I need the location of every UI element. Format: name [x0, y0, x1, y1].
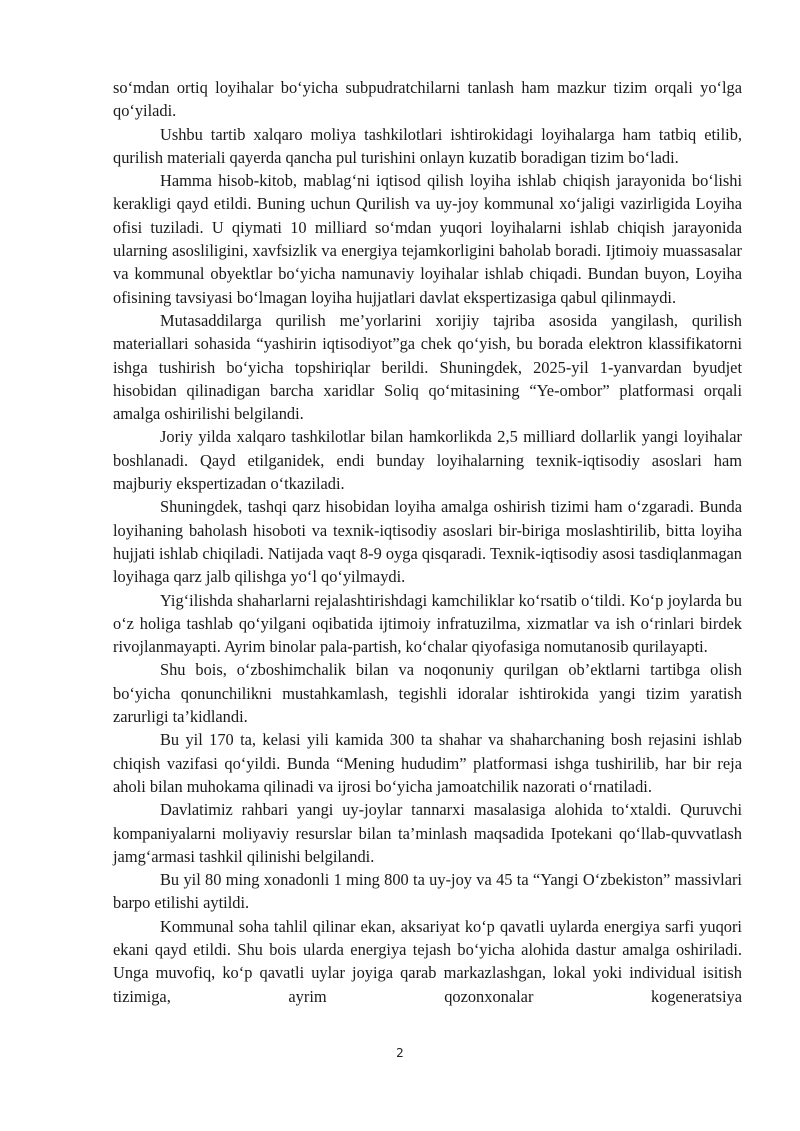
- paragraph-2: Ushbu tartib xalqaro moliya tashkilotlari ishtirokidagi loyihalarga ham tatbiq etilib, qurilish materiali qayerda qancha pul turishini onlayn kuzatib boradigan tizim bo‘ladi.: [113, 124, 742, 167]
- paragraph-8: Shu bois, o‘zboshimchalik bilan va noqonuniy qurilgan ob’ektlarni tartibga olish bo‘yicha qonunchilikni mustahkamlash, tegishli idoralar ishtirokida yangi tizim yaratish zarurligi ta’kidlandi.: [113, 660, 742, 727]
- paragraph-7: Yig‘ilishda shaharlarni rejalashtirishdagi kamchiliklar ko‘rsatib o‘tildi. Ko‘p joylarda bu o‘z holiga tashlab qo‘yilgani oqibatida ijtimoiy infratuzilma, xizmatlar va ish o‘rinlari birdek rivojlanmayapti. Ayrim binolar pala-partish, ko‘chalar qiyofasiga nomutanosib qurilayapti.: [113, 590, 742, 657]
- paragraph-12: Kommunal soha tahlil qilinar ekan, aksariyat ko‘p qavatli uylarda energiya sarfi yuqori ekani qayd etildi. Shu bois ularda energiya tejash bo‘yicha alohida dastur amalga oshiriladi. Unga muvofiq, ko‘p qavatli uylar joyiga qarab markazlashgan, lokal yoki individual isitish tizimiga, ayrim qozonxonalar kogeneratsiya: [113, 916, 742, 1006]
- paragraph-6: Shuningdek, tashqi qarz hisobidan loyiha amalga oshirish tizimi ham o‘zgaradi. Bunda loyihaning baholash hisoboti va texnik-iqtisodiy asoslari bir-biriga moslashtirilib, bitta loyiha hujjati ishlab chiqiladi. Natijada vaqt 8-9 oyga qisqaradi. Texnik-iqtisodiy asosi tasdiqlanmagan loyihaga qarz jalb qilishga yo‘l qo‘yilmaydi.: [113, 497, 742, 587]
- paragraph-9: Bu yil 170 ta, kelasi yili kamida 300 ta shahar va shaharchaning bosh rejasini ishlab chiqish vazifasi qo‘yildi. Bunda “Mening hududim” platformasi ishga tushirilib, har bir reja aholi bilan muhokama qilinadi va ijrosi bo‘yicha jamoatchilik nazorati o‘rnatiladi.: [113, 730, 742, 796]
- paragraph-1: so‘mdan ortiq loyihalar bo‘yicha subpudratchilarni tanlash ham mazkur tizim orqali yo‘lga qo‘yiladi.: [113, 78, 742, 121]
- paragraph-4: Mutasaddilarga qurilish me’yorlarini xorijiy tajriba asosida yangilash, qurilish materiallari sohasida “yashirin iqtisodiyot”ga chek qo‘yish, bu borada elektron klassifikatorni ishga tushirish bo‘yicha topshiriqlar berildi. Shuningdek, 2025-yil 1-yanvardan byudjet hisobidan qilinadigan barcha xaridlar Soliq qo‘mitasining “Ye-ombor” platformasi orqali amalga oshirilishi belgilandi.: [113, 310, 742, 424]
- paragraph-10: Davlatimiz rahbari yangi uy-joylar tannarxi masalasiga alohida to‘xtaldi. Quruvchi kompaniyalarni moliyaviy resurslar bilan ta’minlash maqsadida Ipotekani qo‘llab-quvvatlash jamg‘armasi tashkil qilinishi belgilandi.: [113, 800, 742, 866]
- paragraph-5: Joriy yilda xalqaro tashkilotlar bilan hamkorlikda 2,5 milliard dollarlik yangi loyihalar boshlanadi. Qayd etilganidek, endi bunday loyihalarning texnik-iqtisodiy asoslari ham majburiy ekspertizadan o‘tkaziladi.: [113, 427, 742, 494]
- document-body: [113, 76, 742, 1008]
- paragraph-3: Hamma hisob-kitob, mablag‘ni iqtisod qilish loyiha ishlab chiqish jarayonida bo‘lishi kerakligi qayd etildi. Buning uchun Qurilish va uy-joy kommunal xo‘jaligi vazirligida Loyiha ofisi tuziladi. U qiymati 10 milliard so‘mdan yuqori loyihalarni ishlab chiqish jarayonida ularning asosliligini, xavfsizlik va energiya tejamkorligini baholab boradi. Ijtimoiy muassasalar va kommunal obyektlar bo‘yicha namunaviy loyihalar ishlab chiqadi. Bundan buyon, Loyiha ofisining tavsiyasi bo‘lmagan loyiha hujjatlari davlat ekspertizasiga qabul qilinmaydi.: [113, 171, 742, 307]
- paragraph-11: Bu yil 80 ming xonadonli 1 ming 800 ta uy-joy va 45 ta “Yangi O‘zbekiston” massivlari barpo etilishi aytildi.: [113, 870, 742, 913]
- page-number: 2: [396, 1046, 404, 1060]
